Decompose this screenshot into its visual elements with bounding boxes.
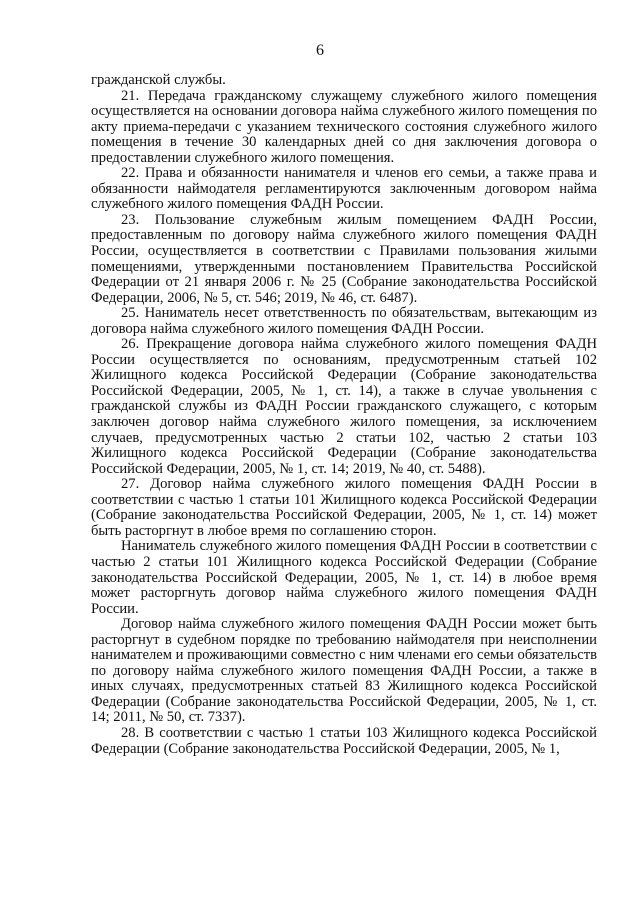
paragraph-27: 27. Договор найма служебного жилого помещения ФАДН России в соответствии с частью 1 статьи 101 Жилищного кодекса Российской Федерации (Собрание законодательства Российской Федерации, 2005, № 1, ст. 14) может быть расторгнут в любое время по соглашению сторон. [91,476,597,539]
paragraph-22: 22. Права и обязанности нанимателя и членов его семьи, а также права и обязанности наймодателя регламентируются заключенным договором найма служебного жилого помещения ФАДН России. [91,165,597,213]
paragraph-25: 25. Наниматель несет ответственность по обязательствам, вытекающим из договора найма служебного жилого помещения ФАДН России. [91,305,597,337]
paragraph-23: 23. Пользование служебным жилым помещением ФАДН России, предоставленным по договору найма служебного жилого помещения ФАДН России, осуществляется в соответствии с Правилами пользования жилыми помещениями, утвержденными постановлением Правительства Российской Федерации от 21 января 2006 г. № 25 (Собрание законодательства Российской Федерации, 2006, № 5, ст. 546; 2019, № 46, ст. 6487). [91,211,597,306]
paragraph-27-tenant: Наниматель служебного жилого помещения ФАДН России в соответствии с частью 2 статьи 101 Жилищного кодекса Российской Федерации (Собрание законодательства Российской Федерации, 2005, № 1, ст. 14) в любое время может расторгнуть договор найма служебного жилого помещения ФАДН России. [91,538,597,617]
page-number: 6 [316,42,324,59]
document-body [91,73,597,757]
paragraph-21: 21. Передача гражданскому служащему служебного жилого помещения осуществляется на основании договора найма служебного жилого помещения по акту приема-передачи с указанием технического состояния служебного жилого помещения в течение 30 календарных дней со дня заключения договора о предоставлении служебного жилого помещения. [91,87,597,166]
paragraph-27-court: Договор найма служебного жилого помещения ФАДН России может быть расторгнут в судебном порядке по требованию наймодателя при неисполнении нанимателем и проживающими совместно с ним членами его семьи обязательств по договору найма служебного жилого помещения ФАДН России, а также в иных случаях, предусмотренных статьей 83 Жилищного кодекса Российской Федерации (Собрание законодательства Российской Федерации, 2005, № 1, ст. 14; 2011, № 50, ст. 7337). [91,616,597,726]
paragraph-28: 28. В соответствии с частью 1 статьи 103 Жилищного кодекса Российской Федерации (Собрание законодательства Российской Федерации, 2005, № 1, [91,724,597,757]
paragraph-26: 26. Прекращение договора найма служебного жилого помещения ФАДН России осуществляется по основаниям, предусмотренным статьей 102 Жилищного кодекса Российской Федерации (Собрание законодательства Российской Федерации, 2005, № 1, ст. 14), а также в случае увольнения с гражданской службы из ФАДН России гражданского служащего, с которым заключен договор найма служебного жилого помещения, за исключением случаев, предусмотренных частью 2 статьи 102, частью 2 статьи 103 Жилищного кодекса Российской Федерации (Собрание законодательства Российской Федерации, 2005, № 1, ст. 14; 2019, № 40, ст. 5488). [91,336,597,477]
paragraph-continuation: гражданской службы. [91,72,226,88]
